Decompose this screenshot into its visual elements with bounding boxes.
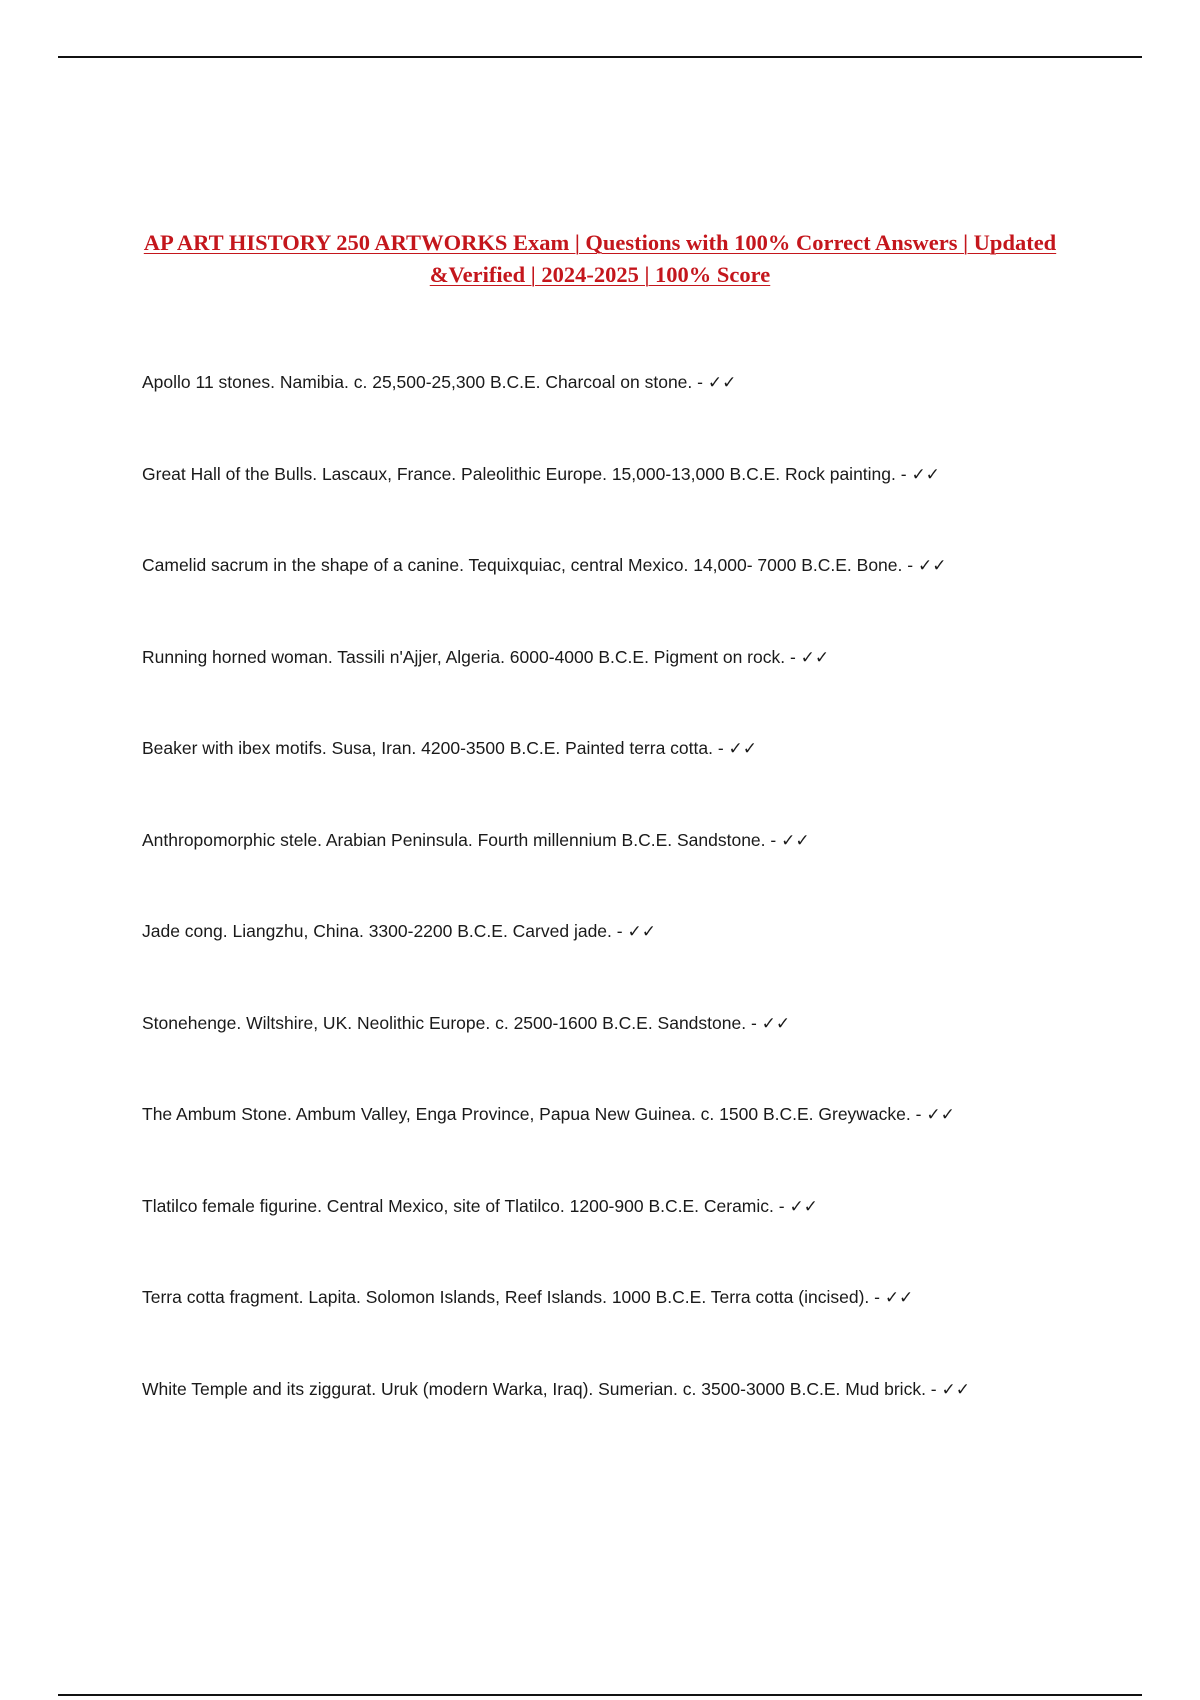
entry-text: Camelid sacrum in the shape of a canine. Tequixquiac, central Mexico. 14,000- 7000 B.C.E. Bone. - [142,555,918,575]
entry-text: Great Hall of the Bulls. Lascaux, France. Paleolithic Europe. 15,000-13,000 B.C.E. Rock painting. - [142,463,912,484]
check-marks: ✓✓ [884,1288,914,1308]
artwork-entry [142,642,1042,672]
entry-text: White Temple and its ziggurat. Uruk (modern Warka, Iraq). Sumerian. c. 3500-3000 B.C.E. Mud brick. - [142,1378,942,1399]
check-marks: ✓✓ [627,922,656,942]
check-marks: ✓✓ [761,1013,791,1034]
entry-text: Tlatilco female figurine. Central Mexico, site of Tlatilco. 1200-900 B.C.E. Ceramic. - [142,1195,790,1216]
artwork-entry [142,825,1042,855]
artwork-entry [142,1008,1042,1038]
artwork-entry [142,550,1042,580]
check-marks: ✓✓ [926,1105,955,1125]
check-marks: ✓✓ [781,830,810,851]
artwork-entry [142,916,1042,946]
footer-rule [58,1694,1142,1696]
check-marks: ✓✓ [728,739,758,759]
artwork-list [142,367,1042,1466]
entry-text: Jade cong. Liangzhu, China. 3300-2200 B.C.E. Carved jade. - [142,921,628,941]
artwork-entry [142,1191,1042,1221]
artwork-entry [142,367,1042,397]
check-marks: ✓✓ [707,373,737,393]
artwork-entry [142,1099,1042,1129]
artwork-entry [142,459,1042,489]
artwork-entry [142,1374,1042,1405]
entry-text: Stonehenge. Wiltshire, UK. Neolithic Europe. c. 2500-1600 B.C.E. Sandstone. - [142,1012,762,1033]
check-marks: ✓✓ [917,556,947,576]
artwork-entry [142,1282,1042,1312]
check-marks: ✓✓ [911,464,940,485]
header-rule [58,56,1142,58]
artwork-entry [142,733,1042,763]
entry-text: Beaker with ibex motifs. Susa, Iran. 4200-3500 B.C.E. Painted terra cotta. - [142,738,729,758]
entry-text: Anthropomorphic stele. Arabian Peninsula. Fourth millennium B.C.E. Sandstone. - [142,829,782,850]
entry-text: Apollo 11 stones. Namibia. c. 25,500-25,300 B.C.E. Charcoal on stone. - [142,372,708,392]
check-marks: ✓✓ [941,1379,970,1400]
entry-text: Terra cotta fragment. Lapita. Solomon Islands, Reef Islands. 1000 B.C.E. Terra cotta (incised). - [142,1287,885,1307]
entry-text: Running horned woman. Tassili n'Ajjer, Algeria. 6000-4000 B.C.E. Pigment on rock. - [142,646,801,667]
document-title: AP ART HISTORY 250 ARTWORKS Exam | Questions with 100% Correct Answers | Updated &Verified | 2024-2025 | 100% Score [143,230,1057,288]
check-marks: ✓✓ [789,1196,818,1217]
check-marks: ✓✓ [800,647,830,668]
entry-text: The Ambum Stone. Ambum Valley, Enga Province, Papua New Guinea. c. 1500 B.C.E. Greywacke. - [142,1104,927,1124]
